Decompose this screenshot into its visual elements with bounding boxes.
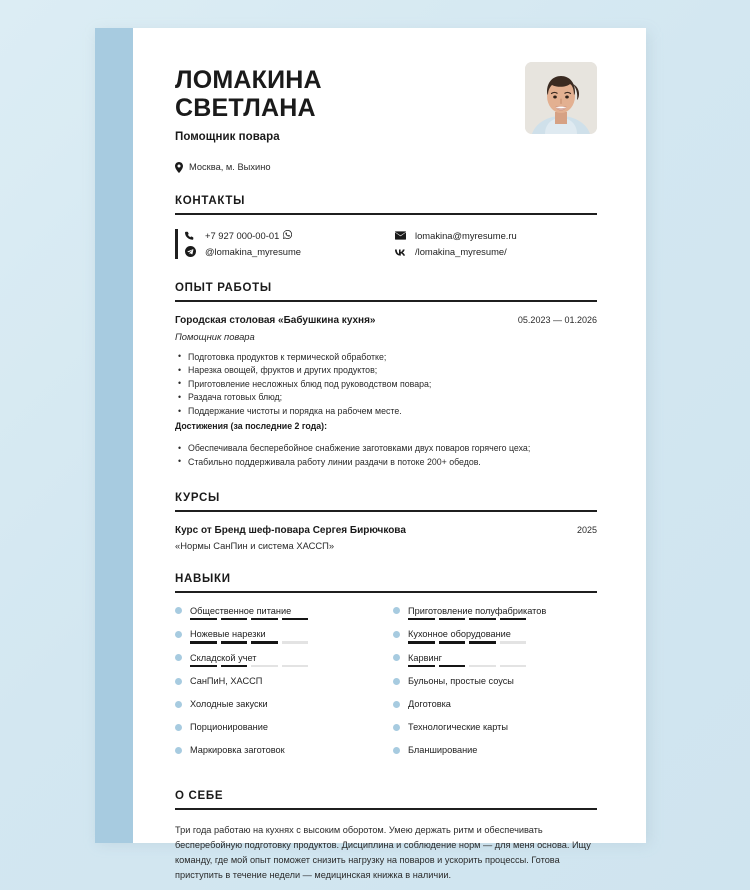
skill-level-bar (190, 618, 308, 621)
bullet-dot-icon (393, 701, 400, 708)
phone-icon (184, 231, 196, 241)
skill-level-segment (190, 665, 217, 668)
course-entry-head (175, 525, 597, 536)
experience-title: ОПЫТ РАБОТЫ (175, 281, 272, 294)
skill-header (393, 629, 597, 639)
experience-section (175, 282, 597, 470)
courses-title: КУРСЫ (175, 491, 220, 504)
bullet-dot-icon (393, 724, 400, 731)
experience-organization: Городская столовая «Бабушкина кухня» (175, 314, 376, 326)
skill-header (393, 699, 597, 709)
skill-level-segment (439, 641, 466, 644)
list-item: • Подготовка продуктов к термической обработке; (175, 351, 597, 365)
bullet-dot-icon (175, 607, 182, 614)
vk-icon (394, 248, 406, 256)
bullet-dot-icon (393, 747, 400, 754)
resume-page (95, 28, 646, 880)
envelope-icon (394, 231, 406, 240)
skill-item (393, 676, 597, 686)
accent-band (95, 28, 133, 843)
telegram-icon (184, 246, 196, 257)
contacts-section (175, 195, 597, 260)
bullet-dot-icon (175, 654, 182, 661)
skill-label: Кухонное оборудование (408, 629, 511, 639)
skills-list (175, 606, 597, 769)
courses-section (175, 492, 597, 551)
skill-header (175, 722, 379, 732)
skill-header (175, 653, 379, 663)
skill-level-bar (408, 641, 526, 644)
skill-item (393, 722, 597, 732)
skill-level-segment (190, 641, 217, 644)
bullet-dot-icon (175, 631, 182, 638)
candidate-surname: ЛОМАКИНА (175, 66, 322, 94)
about-section (175, 790, 597, 883)
skill-level-segment (439, 665, 466, 668)
map-pin-icon (175, 162, 183, 173)
courses-rule (175, 510, 597, 512)
skill-label: Складской учет (190, 652, 257, 663)
experience-entry-head (175, 315, 597, 326)
skill-label: Бульоны, простые соусы (408, 676, 514, 686)
skill-level-segment (251, 618, 278, 621)
skill-level-segment (408, 665, 435, 668)
about-title: О СЕБЕ (175, 790, 224, 802)
bullet-dot-icon (393, 631, 400, 638)
skill-label: Ножевые нарезки (190, 629, 266, 639)
skill-label: Приготовление полуфабрикатов (408, 605, 547, 616)
contact-phone[interactable] (184, 228, 387, 244)
vk-handle: /lomakina_myresume/ (415, 246, 507, 257)
experience-entry (175, 315, 597, 470)
phone-number: +7 927 000-00-01 (205, 230, 280, 241)
skill-label: Доготовка (408, 699, 451, 709)
skill-item (393, 606, 597, 621)
resume-header (175, 62, 597, 173)
contact-vk[interactable] (394, 244, 597, 260)
course-entry (175, 525, 597, 551)
skill-label: Маркировка заготовок (190, 745, 285, 755)
skill-level-bar (408, 618, 526, 621)
skill-level-segment (469, 641, 496, 644)
skill-level-segment (282, 641, 309, 644)
skill-header (393, 606, 597, 616)
experience-date: 05.2023 — 01.2026 (517, 314, 597, 325)
course-subtitle: «Нормы СанПин и система ХАССП» (175, 539, 335, 551)
skills-rule (175, 591, 597, 593)
skill-level-segment (221, 665, 248, 668)
skill-item (175, 606, 379, 621)
about-text: Три года работаю на кухнях с высоким оборотом. Умею держать ритм и обеспечивать бесперебойную подготовку продуктов. Дисциплина и соблюдение норм — для меня основа. Ищу команду, где мой опыт поможет снизить нагрузку на поваров и ускорить процессы. Готова приступить в течение недели — медицинская книжка в наличии. (175, 825, 591, 880)
skill-item (393, 699, 597, 709)
telegram-handle: @lomakina_myresume (205, 246, 302, 257)
skill-label: Порционирование (190, 722, 268, 732)
skill-item (393, 629, 597, 644)
location-text: Москва, м. Выхино (189, 162, 271, 172)
skill-label: Карвинг (408, 652, 443, 663)
skills-left-column (175, 606, 379, 769)
whatsapp-icon (283, 230, 292, 241)
skill-level-segment (408, 618, 435, 621)
job-title: Помощник повара (175, 130, 280, 143)
bullet-dot-icon (175, 701, 182, 708)
skill-item (175, 629, 379, 644)
skill-label: Бланширование (408, 745, 478, 755)
skill-level-segment (500, 665, 527, 668)
list-item: • Стабильно поддерживала работу линии раздачи в потоке 200+ обедов. (175, 456, 597, 470)
candidate-firstname: СВЕТЛАНА (175, 94, 316, 123)
skill-level-bar (190, 665, 308, 668)
skill-level-segment (500, 618, 527, 621)
skill-label: Общественное питание (190, 605, 292, 616)
contacts-right-column (387, 228, 597, 260)
bullet-dot-icon (175, 747, 182, 754)
avatar (525, 62, 597, 134)
skill-header (175, 699, 379, 709)
skill-level-segment (251, 665, 278, 668)
location (175, 162, 322, 173)
skills-title: НАВЫКИ (175, 572, 231, 585)
skill-header (175, 676, 379, 686)
about-rule (175, 808, 597, 810)
experience-rule (175, 300, 597, 302)
experience-role: Помощник повара (175, 330, 255, 342)
email-address: lomakina@myresume.ru (415, 230, 517, 241)
skill-level-bar (190, 641, 308, 644)
skill-level-bar (408, 665, 526, 668)
skill-level-segment (469, 665, 496, 668)
skill-level-segment (221, 618, 248, 621)
skill-item (175, 699, 379, 709)
bullet-dot-icon (175, 724, 182, 731)
contact-email[interactable] (394, 228, 597, 244)
course-name: Курс от Бренд шеф-повара Сергея Бирючкова (175, 524, 406, 536)
skill-level-segment (439, 618, 466, 621)
skill-label: Технологические карты (408, 722, 508, 732)
skill-level-segment (469, 618, 496, 621)
skill-header (393, 722, 597, 732)
contacts-rule (175, 213, 597, 215)
experience-duties (175, 351, 597, 419)
course-date: 2025 (576, 524, 597, 535)
bullet-dot-icon (393, 607, 400, 614)
contacts-list (175, 228, 597, 260)
bullet-dot-icon (393, 654, 400, 661)
list-item: • Приготовление несложных блюд под руководством повара; (175, 378, 597, 392)
skill-item (175, 653, 379, 668)
contacts-left-column (184, 228, 387, 260)
bullet-dot-icon (393, 678, 400, 685)
name-block (175, 62, 322, 173)
skill-item (175, 676, 379, 686)
skill-header (175, 745, 379, 755)
list-item: • Нарезка овощей, фруктов и других продуктов; (175, 364, 597, 378)
skill-level-segment (251, 641, 278, 644)
skills-section (175, 573, 597, 769)
skill-item (393, 653, 597, 668)
skill-label: Холодные закуски (190, 699, 268, 709)
skill-item (175, 722, 379, 732)
contacts-title: КОНТАКТЫ (175, 194, 246, 207)
skill-item (393, 745, 597, 755)
experience-achievements (175, 442, 597, 469)
resume-content (133, 28, 646, 880)
list-item: • Раздача готовых блюд; (175, 391, 597, 405)
skill-header (393, 653, 597, 663)
list-item: • Обеспечивала бесперебойное снабжение заготовками двух поваров горячего цеха; (175, 442, 597, 456)
skill-level-segment (500, 641, 527, 644)
skill-header (393, 745, 597, 755)
skill-level-segment (282, 665, 309, 668)
list-item: • Поддержание чистоты и порядка на рабочем месте. (175, 405, 597, 419)
candidate-name (175, 66, 322, 123)
skill-level-segment (282, 618, 309, 621)
contact-telegram[interactable] (184, 244, 387, 260)
skill-header (175, 629, 379, 639)
skill-item (175, 745, 379, 755)
achievements-label: Достижения (за последние 2 года): (175, 420, 328, 431)
skills-right-column (393, 606, 597, 769)
skill-level-segment (190, 618, 217, 621)
contact-phone-text (205, 230, 292, 241)
skill-label: СанПиН, ХАССП (190, 676, 263, 686)
skill-header (393, 676, 597, 686)
skill-level-segment (408, 641, 435, 644)
skill-level-segment (221, 641, 248, 644)
skill-header (175, 606, 379, 616)
bullet-dot-icon (175, 678, 182, 685)
